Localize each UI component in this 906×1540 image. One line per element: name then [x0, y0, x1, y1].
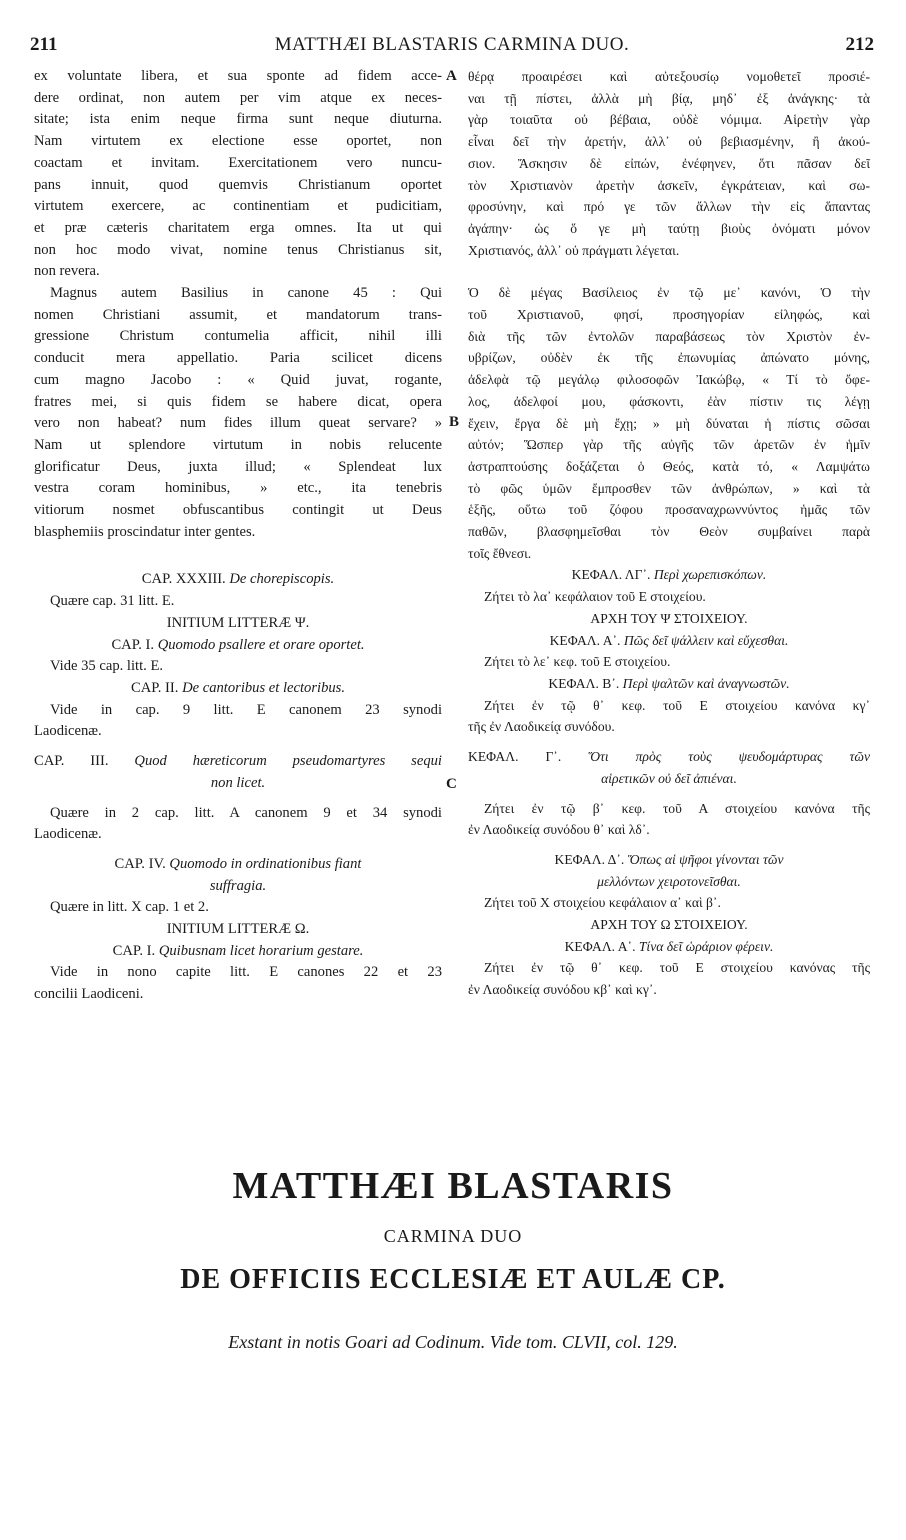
greek-line: Χριστιανός, ἀλλ᾽ οὐ πράγματι λέγεται. — [468, 242, 680, 258]
cross-reference: Laodicenæ. — [34, 826, 102, 843]
greek-line: αὐτόν; Ὥσπερ γὰρ τῆς αὐγῆς τῶν ἀρετῶν ἐν ἡμῖν — [468, 437, 870, 453]
cross-reference: Vide in nono capite litt. E canones 22 et 23 — [50, 964, 442, 981]
greek-line: σιον. Ἄσκησιν δὲ εἰπών, ἐνέφηνεν, ὅτι πᾶσαν δεῖ — [468, 155, 870, 171]
latin-line: Magnus autem Basilius in canone 45 : Qui — [50, 285, 442, 302]
cross-reference: Ζήτει ἐν τῷ β᾽ κεφ. τοῦ Α στοιχείου κανόνα τῆς — [484, 800, 870, 816]
latin-line: glorificatur Deus, juxta illud; « Splendeat lux — [34, 458, 442, 475]
greek-line: ἑξῆς, οὕτω τοῦ ζόφου προσαναχρωννύντος ἡμᾶς τῶν — [468, 502, 870, 518]
greek-line: τὸν Χριστιανὸν ἀρετὴν ἀσκεῖν, ἐγκράτειαν, καὶ σω- — [468, 177, 870, 193]
work-subtitle: CARMINA DUO — [383, 1226, 523, 1246]
greek-column — [468, 66, 870, 1001]
latin-line: Nam virtutem ex electione esse oportet, non — [34, 133, 442, 150]
latin-line: nomen Christiani assumit, et mandatorum trans- — [34, 306, 442, 323]
column-marker-b: B — [449, 414, 460, 430]
latin-line: gressione Christum contumelia afficit, nihil illi — [34, 328, 442, 345]
chapter-heading: ΚΕΦΑΛ. ΛΓ᾽. Περὶ χωρεπισκόπων. — [571, 567, 767, 583]
latin-line: pans innuit, quod quemvis Christianum oportet — [34, 176, 442, 193]
greek-line: εἶναι δεῖ τὴν ἀρετήν, ἀλλ᾽ οὐ βεβιασμένην, ἢ ἀκού- — [468, 134, 870, 150]
chapter-heading: CAP. IV. Quomodo in ordinationibus fiant — [114, 855, 362, 872]
latin-line: vero non habeat? num fides illum queat servare? » — [34, 415, 442, 432]
latin-line: virtutem exercere, ac continentiam et pudicitiam, — [34, 198, 442, 215]
cross-reference: Ζήτει τοῦ Χ στοιχείου κεφάλαιον α᾽ καὶ β᾽. — [484, 895, 721, 911]
chapter-heading: CAP. III. Quod hæreticorum pseudomartyres sequi — [34, 753, 442, 770]
cross-reference: Laodicenæ. — [34, 723, 102, 740]
running-header — [30, 34, 874, 56]
greek-line: ἀδελφὰ τῷ μεγάλῳ φιλοσοφῶν Ἰακώβῳ, « Τί τὸ ὄφε- — [468, 372, 870, 388]
greek-line: διὰ τῆς τῶν ἐντολῶν παραβάσεως τὸν Χριστὸν ἐν- — [468, 328, 870, 344]
chapter-heading: ΚΕΦΑΛ. Γ᾽. Ὅτι πρὸς τοὺς ψευδομάρτυρας τῶν — [468, 749, 870, 765]
latin-line: coactam et invitam. Exercitationem vero nuncu- — [34, 154, 442, 171]
chapter-heading: CAP. XXXIII. De chorepiscopis. — [141, 571, 335, 588]
latin-column — [34, 66, 442, 1006]
greek-line: γὰρ τοιαῦτα οὐ βέβαια, οὐδὲ νόμιμα. Αἱρετὴν γὰρ — [468, 112, 870, 128]
work-heading: DE OFFICIIS ECCLESIÆ ET AULÆ CP. — [180, 1264, 726, 1295]
section-heading: ΑΡΧΗ ΤΟΥ Ω ΣΤΟΙΧΕΙΟΥ. — [590, 917, 748, 933]
chapter-heading: ΚΕΦΑΛ. Β᾽. Περὶ ψαλτῶν καὶ ἀναγνωστῶν. — [548, 675, 790, 691]
latin-line: vitiorum nosmet obfuscantibus contingit ut Deus — [34, 502, 442, 519]
cross-reference: Ζήτει ἐν τῷ θ᾽ κεφ. τοῦ Ε στοιχείου κανόνας τῆς — [484, 960, 870, 976]
cross-reference: Vide 35 cap. litt. E. — [50, 658, 164, 675]
latin-line: blasphemiis proscindatur inter gentes. — [34, 523, 256, 540]
greek-line: ἔχειν, ἔργα δὲ μὴ ἔχῃ; » μὴ δύναται ἡ πίστις σῶσαι — [468, 415, 870, 431]
latin-line: conducit mera appellatio. Paria scilicet dicens — [34, 350, 442, 367]
cross-reference: ἐν Λαοδικείᾳ συνόδου θ᾽ καὶ λδ᾽. — [468, 822, 650, 838]
chapter-heading: ΚΕΦΑΛ. Α᾽. Πῶς δεῖ ψάλλειν καὶ εὔχεσθαι. — [549, 632, 789, 648]
cross-reference: ἐν Λαοδικείᾳ συνόδου κβ᾽ καὶ κγ᾽. — [468, 982, 657, 998]
latin-line: Nam ut splendore virtutum in nobis relucente — [34, 436, 442, 453]
greek-line: τοῖς ἔθνεσι. — [468, 545, 532, 561]
latin-line: non hoc modo vivat, nomine tenus Christianus sit, — [34, 241, 442, 258]
greek-line: ναι τῇ πίστει, ἀλλὰ μὴ βίᾳ, μηδ᾽ ἐξ ἀνάγκης· τὰ — [468, 90, 870, 106]
column-marker-c: C — [446, 776, 457, 792]
chapter-heading: CAP. I. Quibusnam licet horarium gestare. — [112, 942, 364, 959]
section-heading: INITIUM LITTERÆ Ψ. — [166, 614, 310, 631]
latin-line: ex voluntate libera, et sua sponte ad fidem acce- — [34, 68, 442, 84]
cross-reference: Ζήτει τὸ λε᾽ κεφ. τοῦ Ε στοιχείου. — [484, 654, 671, 670]
latin-line: dere ordinat, non autem per vim atque ex neces- — [34, 89, 442, 106]
latin-line: fratres mei, si quis fidem se habere dicat, opera — [34, 393, 442, 410]
greek-line: ἀγάπην· ὡς ὅ γε μὴ ταύτῃ βιοὺς ὀνόματι μόνον — [468, 220, 870, 236]
running-title: MATTHÆI BLASTARIS CARMINA DUO. — [274, 34, 630, 55]
cross-reference: Quære in 2 cap. litt. A canonem 9 et 34 synodi — [50, 804, 442, 821]
source-note: Exstant in notis Goari ad Codinum. Vide tom. CLVII, col. 129. — [228, 1332, 678, 1352]
chapter-heading: suffragia. — [209, 877, 267, 894]
greek-line: λος, ἀδελφοί μου, φάσκοντι, ἐὰν πίστιν τις λέγῃ — [468, 393, 870, 409]
chapter-heading: CAP. I. Quomodo psallere et orare oportet. — [111, 636, 365, 653]
greek-line: υβρίζων, οὐδὲν ἐκ τῆς ἐπωνυμίας ἀπώνατο μόνης, — [468, 350, 870, 366]
cross-reference: Quære in litt. X cap. 1 et 2. — [50, 899, 209, 916]
cross-reference: τῆς ἐν Λαοδικείᾳ συνόδου. — [468, 719, 615, 735]
cross-reference: concilii Laodiceni. — [34, 986, 144, 1003]
cross-reference: Ζήτει τὸ λα᾽ κεφάλαιον τοῦ Ε στοιχείου. — [484, 589, 706, 605]
greek-line: παθῶν, βλασφημεῖσθαι τὸν Θεὸν συμβαίνει παρὰ — [468, 524, 870, 540]
chapter-heading: μελλόντων χειροτονεῖσθαι. — [597, 873, 741, 889]
latin-line: vestra coram hominibus, » etc., ita tenebris — [34, 480, 442, 497]
cross-reference: Vide in cap. 9 litt. E canonem 23 synodi — [50, 701, 442, 718]
section-heading: ΑΡΧΗ ΤΟΥ Ψ ΣΤΟΙΧΕΙΟΥ. — [590, 610, 748, 626]
section-heading: INITIUM LITTERÆ Ω. — [166, 921, 310, 938]
column-marker-a: A — [446, 68, 457, 84]
chapter-heading: ΚΕΦΑΛ. Α᾽. Τίνα δεῖ ὡράριον φέρειν. — [564, 938, 774, 954]
greek-line: τὸ φῶς ὑμῶν ἔμπροσθεν τῶν ἀνθρώπων, » καὶ τὰ — [468, 480, 870, 496]
greek-line: θέρᾳ προαιρέσει καὶ αὐτεξουσίῳ νομοθετεῖ προσιέ- — [468, 69, 870, 84]
work-title: MATTHÆI BLASTARIS — [232, 1165, 674, 1207]
page-number-right: 212 — [845, 34, 874, 55]
greek-line: ἀστραπτούσης δοξάζεται ὁ Θεός, κατὰ τό, « Λαμψάτω — [468, 458, 870, 474]
cross-reference: Quære cap. 31 litt. E. — [50, 593, 175, 610]
greek-line: Ὁ δὲ μέγας Βασίλειος ἐν τῷ με᾽ κανόνι, Ὁ τὴν — [468, 285, 870, 301]
cross-reference: Ζήτει ἐν τῷ θ᾽ κεφ. τοῦ Ε στοιχείου κανόνα κγ᾽ — [484, 697, 870, 713]
chapter-heading: CAP. II. De cantoribus et lectoribus. — [130, 679, 346, 696]
latin-line: non revera. — [34, 263, 100, 280]
greek-line: φροσύνην, καὶ πρό γε τῶν ἄλλων τὴν εἰς ἅπαντας — [468, 199, 870, 215]
greek-line: τοῦ Χριστιανοῦ, φησί, προσηγορίαν εἰληφώς, καὶ — [468, 307, 870, 323]
latin-line: sitate; ista enim neque firma sunt neque diuturna. — [34, 111, 442, 128]
chapter-heading: non licet. — [210, 774, 266, 791]
chapter-heading: αἱρετικῶν οὐ δεῖ ἀπιέναι. — [601, 770, 737, 786]
chapter-heading: ΚΕΦΑΛ. Δ᾽. Ὅπως αἱ ψῆφοι γίνονται τῶν — [554, 851, 784, 867]
latin-line: et præ cæteris charitatem erga omnes. Ita ut qui — [34, 219, 442, 236]
page-number-left: 211 — [30, 34, 58, 55]
latin-line: cum magno Jacobo : « Quid juvat, rogante, — [34, 371, 442, 388]
